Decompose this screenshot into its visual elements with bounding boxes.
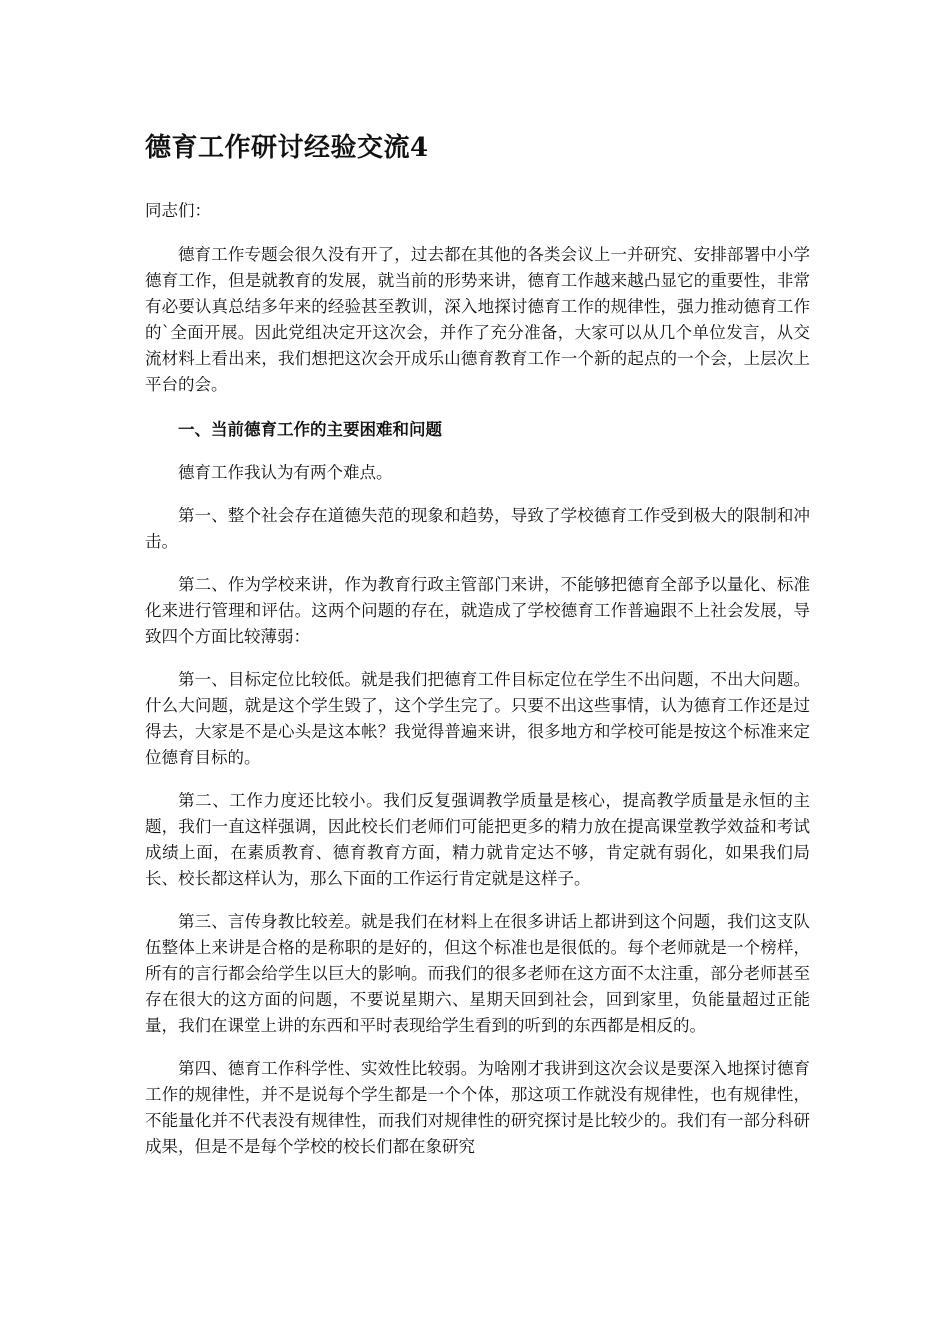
- body-paragraph: 第四、德育工作科学性、实效性比较弱。为啥刚才我讲到这次会议是要深入地探讨德育工作的规律性，并不是说每个学生都是一个个体，那这项工作就没有规律性，也有规律性，不能量化并不代表没有规律性，而我们对规律性的研究探讨是比较少的。我们有一部分科研成果，但是不是每个学校的校长们都在象研究: [145, 1059, 810, 1156]
- body-paragraph: 第一、目标定位比较低。就是我们把德育工件目标定位在学生不出问题，不出大问题。什么大问题，就是这个学生毁了，这个学生完了。只要不出这些事情，认为德育工作还是过得去，大家是不是心头是这本帐？我觉得普遍来讲，很多地方和学校可能是按这个标准来定位德育目标的。: [145, 670, 810, 767]
- body-paragraph: 德育工作我认为有两个难点。: [178, 463, 393, 482]
- body-paragraph: 第二、工作力度还比较小。我们反复强调教学质量是核心，提高教学质量是永恒的主题，我们一直这样强调，因此校长们老师们可能把更多的精力放在提高课堂教学效益和考试成绩上面，在素质教育、德育教育方面，精力就肯定达不够，肯定就有弱化，如果我们局长、校长都这样认为，那么下面的工作运行肯定就是这样子。: [145, 791, 810, 888]
- body-paragraph: 第三、言传身教比较差。就是我们在材料上在很多讲话上都讲到这个问题，我们这支队伍整体上来讲是合格的是称职的是好的，但这个标准也是很低的。每个老师就是一个榜样，所有的言行都会给学生以巨大的影响。而我们的很多老师在这方面不太注重，部分老师甚至存在很大的这方面的问题，不要说星期六、星期天回到社会，回到家里，负能量超过正能量，我们在课堂上讲的东西和平时表现给学生看到的听到的东西都是相反的。: [145, 912, 810, 1035]
- document-page: [145, 128, 810, 1160]
- body-paragraph: 第一、整个社会存在道德失范的现象和趋势，导致了学校德育工作受到极大的限制和冲击。: [145, 506, 810, 551]
- section-heading: 一、当前德育工作的主要困难和问题: [178, 420, 442, 439]
- salutation: 同志们：: [145, 201, 211, 220]
- document-title: 德育工作研讨经验交流4: [145, 133, 429, 163]
- body-paragraph: 第二、作为学校来讲，作为教育行政主管部门来讲，不能够把德育全部予以量化、标准化来进行管理和评估。这两个问题的存在，就造成了学校德育工作普遍跟不上社会发展，导致四个方面比较薄弱：: [145, 575, 810, 646]
- intro-paragraph: 德育工作专题会很久没有开了，过去都在其他的各类会议上一并研究、安排部署中小学德育工作，但是就教育的发展，就当前的形势来讲，德育工作越来越凸显它的重要性，非常有必要认真总结多年来的经验甚至教训，深入地探讨德育工作的规律性，强力推动德育工作的`全面开展。因此党组决定开这次会，并作了充分准备，大家可以从几个单位发言，从交流材料上看出来，我们想把这次会开成乐山德育教育工作一个新的起点的一个会，上层次上平台的会。: [145, 245, 810, 394]
